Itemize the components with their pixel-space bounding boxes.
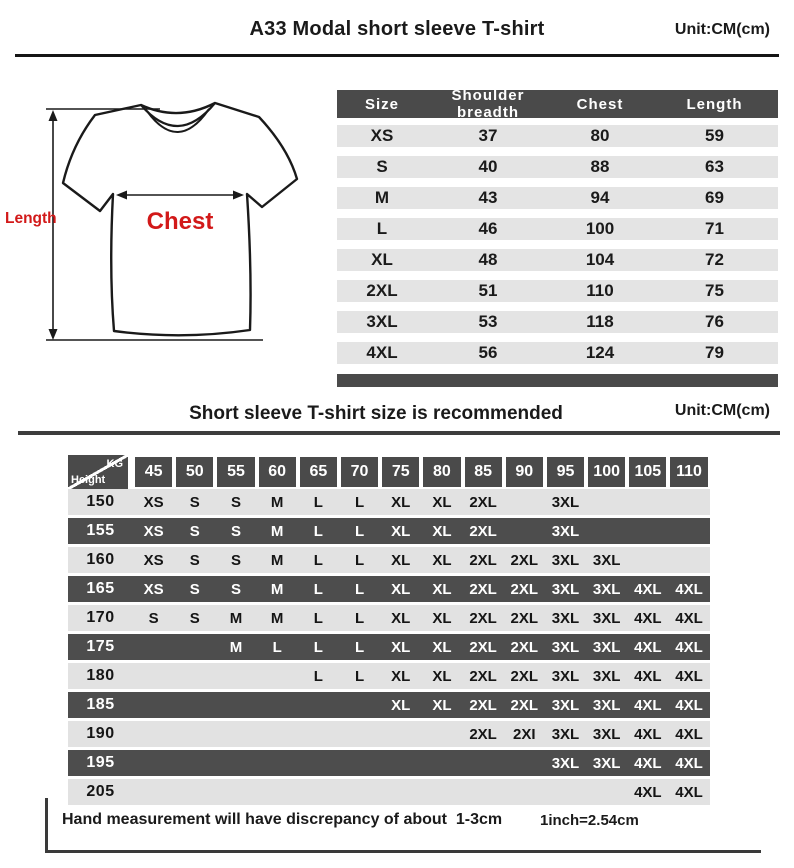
matrix-body xyxy=(68,489,710,805)
matrix-size-cell: 2XL xyxy=(510,696,539,714)
size-table-cell: 72 xyxy=(705,250,724,269)
page-title: A33 Modal short sleeve T-shirt xyxy=(249,18,545,40)
matrix-size-cell: 4XL xyxy=(675,638,703,656)
matrix-size-cell: S xyxy=(230,551,241,569)
matrix-size-cell: 3XL xyxy=(551,522,580,540)
matrix-size-cell: 3XL xyxy=(592,638,621,656)
matrix-size-cell: XL xyxy=(432,609,452,627)
matrix-size-cell: S xyxy=(189,580,200,598)
recommend-subtitle: Short sleeve T-shirt size is recommended xyxy=(189,403,563,424)
matrix-kg-cell: 95 xyxy=(545,457,586,487)
size-table-cell: M xyxy=(374,188,390,207)
matrix-row xyxy=(68,518,710,544)
matrix-size-cell: L xyxy=(313,638,323,656)
matrix-size-cell: 2XL xyxy=(469,580,497,598)
matrix-size-cell: XL xyxy=(391,696,411,714)
size-table-cell: 104 xyxy=(585,250,615,269)
matrix-kg-cell: 90 xyxy=(504,457,545,487)
matrix-size-cell: 4XL xyxy=(634,696,662,714)
matrix-size-cell: M xyxy=(270,551,284,569)
matrix-size-cell: L xyxy=(272,638,282,656)
matrix-kg-header xyxy=(133,455,710,489)
matrix-size-cell: S xyxy=(189,609,200,627)
matrix-kg-cell: 80 xyxy=(421,457,462,487)
height-weight-matrix xyxy=(68,455,710,808)
matrix-size-cell: XL xyxy=(391,667,411,685)
matrix-size-cell: 3XL xyxy=(551,551,580,569)
matrix-kg-cell: 50 xyxy=(174,457,215,487)
matrix-size-cell: M xyxy=(229,609,243,627)
footer-note: Hand measurement will have discrepancy of about 1-3cm xyxy=(62,811,503,828)
matrix-size-cell: L xyxy=(313,609,323,627)
matrix-size-cell: L xyxy=(354,493,365,511)
length-label: Length xyxy=(5,210,57,227)
matrix-size-cell: 2XL xyxy=(510,667,539,685)
matrix-size-cell: XL xyxy=(391,609,411,627)
matrix-size-cell: S xyxy=(230,493,241,511)
size-table-header-cell: Shoulder breadth xyxy=(451,87,525,121)
size-table-body xyxy=(337,125,778,364)
matrix-size-cell: 3XL xyxy=(551,725,580,743)
matrix-size-cell: XL xyxy=(432,580,452,598)
matrix-row xyxy=(68,576,710,602)
size-table-row xyxy=(337,156,778,178)
matrix-row xyxy=(68,663,710,689)
matrix-size-cell: 2XL xyxy=(469,609,497,627)
footer-bracket-hline xyxy=(45,850,761,853)
size-table-footer-bar xyxy=(337,374,778,387)
matrix-size-cell: 2XL xyxy=(469,667,497,685)
size-table-row xyxy=(337,311,778,333)
tshirt-diagram xyxy=(0,90,330,395)
matrix-size-cell: L xyxy=(354,551,365,569)
matrix-size-cell: XS xyxy=(143,522,164,540)
size-table-cell: 43 xyxy=(478,188,498,207)
matrix-height-label: 205 xyxy=(86,783,115,800)
matrix-row xyxy=(68,721,710,747)
matrix-size-cell: L xyxy=(313,493,323,511)
matrix-header-row xyxy=(68,455,710,489)
matrix-size-cell: XL xyxy=(391,638,411,656)
matrix-height-label: 195 xyxy=(86,754,115,771)
matrix-size-cell: L xyxy=(354,580,365,598)
matrix-size-cell: 3XL xyxy=(551,696,580,714)
matrix-size-cell: XL xyxy=(432,696,452,714)
size-table-cell: 51 xyxy=(478,281,498,300)
unit-label-top: Unit:CM(cm) xyxy=(674,21,770,38)
matrix-size-cell: 3XL xyxy=(551,609,580,627)
matrix-size-cell: 3XL xyxy=(551,580,580,598)
matrix-height-label: 150 xyxy=(86,493,115,510)
matrix-size-cell: 2XL xyxy=(469,696,497,714)
matrix-size-cell: S xyxy=(189,551,200,569)
matrix-size-cell: 3XL xyxy=(592,725,621,743)
size-table-header-cell: Size xyxy=(364,95,399,113)
size-table-cell: 48 xyxy=(478,250,498,269)
matrix-kg-cell: 55 xyxy=(215,457,256,487)
matrix-size-cell: 3XL xyxy=(551,754,580,772)
size-table-cell: L xyxy=(376,219,388,238)
matrix-height-label: 165 xyxy=(86,580,115,597)
matrix-row xyxy=(68,692,710,718)
matrix-size-cell: XL xyxy=(391,493,411,511)
matrix-size-cell: M xyxy=(270,522,284,540)
matrix-size-cell: L xyxy=(313,667,323,685)
matrix-size-cell: 4XL xyxy=(634,754,662,772)
matrix-size-cell: XS xyxy=(143,580,164,598)
matrix-size-cell: XL xyxy=(432,667,452,685)
matrix-size-cell: 4XL xyxy=(634,783,662,801)
matrix-size-cell: 3XL xyxy=(551,493,580,511)
corner-kg-label: KG xyxy=(106,458,123,470)
matrix-kg-cell: 85 xyxy=(463,457,504,487)
matrix-size-cell: 3XL xyxy=(592,754,621,772)
footer-conversion: 1inch=2.54cm xyxy=(540,812,639,829)
size-table-header xyxy=(337,87,778,121)
matrix-height-label: 180 xyxy=(86,667,115,684)
matrix-size-cell: 4XL xyxy=(675,580,703,598)
matrix-size-cell: S xyxy=(189,522,200,540)
size-table-cell: 37 xyxy=(478,126,498,145)
size-table-cell: 76 xyxy=(705,312,724,331)
matrix-corner-cell xyxy=(68,455,128,489)
matrix-size-cell: L xyxy=(354,667,365,685)
matrix-size-cell: M xyxy=(270,609,284,627)
matrix-kg-cell: 105 xyxy=(627,457,668,487)
size-table-cell: 4XL xyxy=(366,343,398,362)
matrix-size-cell: 2XL xyxy=(469,725,497,743)
size-table xyxy=(337,87,778,387)
matrix-size-cell: L xyxy=(354,522,365,540)
matrix-size-cell: 4XL xyxy=(675,725,703,743)
matrix-size-cell: 2XL xyxy=(469,638,497,656)
matrix-height-label: 155 xyxy=(86,522,115,539)
matrix-height-label: 160 xyxy=(86,551,115,568)
size-table-cell: 40 xyxy=(478,157,498,176)
size-table-cell: 53 xyxy=(478,312,498,331)
corner-height-label: Height xyxy=(71,474,106,486)
matrix-row xyxy=(68,489,710,515)
matrix-size-cell: L xyxy=(313,580,323,598)
matrix-size-cell: 3XL xyxy=(551,638,580,656)
matrix-size-cell: XL xyxy=(432,551,452,569)
size-table-cell: S xyxy=(376,157,388,176)
size-table-cell: 3XL xyxy=(366,312,398,331)
matrix-size-cell: 4XL xyxy=(634,667,662,685)
size-table-cell: XL xyxy=(371,250,393,269)
matrix-size-cell: XS xyxy=(143,551,164,569)
matrix-row xyxy=(68,634,710,660)
matrix-height-label: 175 xyxy=(86,638,115,655)
matrix-size-cell: 2XL xyxy=(469,522,497,540)
chest-label: Chest xyxy=(146,208,214,235)
matrix-row xyxy=(68,605,710,631)
size-table-cell: 63 xyxy=(705,157,724,176)
size-table-cell: 71 xyxy=(705,219,724,238)
size-table-cell: 79 xyxy=(705,343,724,362)
matrix-size-cell: 2XL xyxy=(510,580,539,598)
size-table-cell: 94 xyxy=(590,188,610,207)
matrix-size-cell: S xyxy=(230,580,241,598)
matrix-size-cell: 4XL xyxy=(675,783,703,801)
matrix-size-cell: 4XL xyxy=(675,696,703,714)
size-table-header-cell: Length xyxy=(686,95,743,113)
matrix-size-cell: 4XL xyxy=(634,638,662,656)
matrix-size-cell: 4XL xyxy=(675,609,703,627)
matrix-size-cell: M xyxy=(270,493,284,511)
size-table-row xyxy=(337,249,778,271)
matrix-size-cell: XL xyxy=(391,551,411,569)
matrix-kg-cell: 110 xyxy=(668,457,709,487)
matrix-height-label: 190 xyxy=(86,725,115,742)
matrix-size-cell: S xyxy=(230,522,241,540)
size-table-cell: XS xyxy=(370,126,394,145)
matrix-size-cell: XL xyxy=(432,638,452,656)
size-table-cell: 124 xyxy=(585,343,615,362)
size-table-cell: 59 xyxy=(705,126,724,145)
matrix-size-cell: 2XL xyxy=(510,609,539,627)
matrix-row xyxy=(68,547,710,573)
matrix-size-cell: 2XL xyxy=(469,551,497,569)
matrix-size-cell: 2XL xyxy=(510,551,539,569)
matrix-row xyxy=(68,750,710,776)
matrix-kg-cell: 60 xyxy=(257,457,298,487)
matrix-size-cell: 3XL xyxy=(592,609,621,627)
matrix-size-cell: XS xyxy=(143,493,164,511)
matrix-size-cell: 2XL xyxy=(510,638,539,656)
tshirt-diagram-svg xyxy=(0,90,330,395)
matrix-height-label: 185 xyxy=(86,696,115,713)
matrix-size-cell: 4XL xyxy=(634,725,662,743)
matrix-size-cell: 4XL xyxy=(634,609,662,627)
matrix-size-cell: 4XL xyxy=(675,754,703,772)
matrix-size-cell: S xyxy=(189,493,200,511)
matrix-kg-cell: 45 xyxy=(133,457,174,487)
matrix-size-cell: 3XL xyxy=(592,580,621,598)
size-table-cell: 46 xyxy=(478,219,498,238)
size-table-cell: 2XL xyxy=(366,281,398,300)
size-table-cell: 118 xyxy=(586,312,614,331)
matrix-kg-cell: 75 xyxy=(380,457,421,487)
recommend-divider xyxy=(18,431,780,435)
matrix-size-cell: M xyxy=(270,580,284,598)
matrix-size-cell: XL xyxy=(391,580,411,598)
matrix-size-cell: 3XL xyxy=(551,667,580,685)
matrix-size-cell: L xyxy=(354,638,365,656)
matrix-kg-cell: 65 xyxy=(298,457,339,487)
matrix-size-cell: S xyxy=(148,609,159,627)
matrix-size-cell: XL xyxy=(391,522,411,540)
size-table-cell: 110 xyxy=(586,281,614,300)
footer-bracket-vline xyxy=(45,798,48,853)
matrix-row xyxy=(68,779,710,805)
size-table-cell: 100 xyxy=(585,219,615,238)
matrix-size-cell: 4XL xyxy=(634,580,662,598)
matrix-size-cell: M xyxy=(229,638,243,656)
matrix-size-cell: 3XL xyxy=(592,667,621,685)
size-table-cell: 56 xyxy=(478,343,498,362)
unit-label-mid: Unit:CM(cm) xyxy=(674,402,770,419)
matrix-size-cell: 4XL xyxy=(675,667,703,685)
matrix-kg-cell: 100 xyxy=(586,457,627,487)
size-table-cell: 69 xyxy=(705,188,724,207)
matrix-size-cell: 3XL xyxy=(592,551,621,569)
size-table-cell: 75 xyxy=(705,281,724,300)
matrix-size-cell: 3XL xyxy=(592,696,621,714)
size-table-row xyxy=(337,280,778,302)
size-table-header-cell: Chest xyxy=(576,95,624,113)
matrix-height-label: 170 xyxy=(86,609,115,626)
header-divider xyxy=(15,54,779,57)
size-table-cell: 80 xyxy=(590,126,610,145)
matrix-size-cell: XL xyxy=(432,493,452,511)
matrix-size-cell: L xyxy=(313,522,323,540)
matrix-size-cell: 2XI xyxy=(513,725,536,743)
matrix-kg-cell: 70 xyxy=(339,457,380,487)
matrix-size-cell: L xyxy=(354,609,365,627)
size-table-row xyxy=(337,218,778,240)
matrix-size-cell: XL xyxy=(432,522,452,540)
matrix-size-cell: 2XL xyxy=(469,493,497,511)
size-table-row xyxy=(337,342,778,364)
matrix-size-cell: L xyxy=(313,551,323,569)
size-table-cell: 88 xyxy=(590,157,610,176)
size-table-row xyxy=(337,125,778,147)
size-table-row xyxy=(337,187,778,209)
